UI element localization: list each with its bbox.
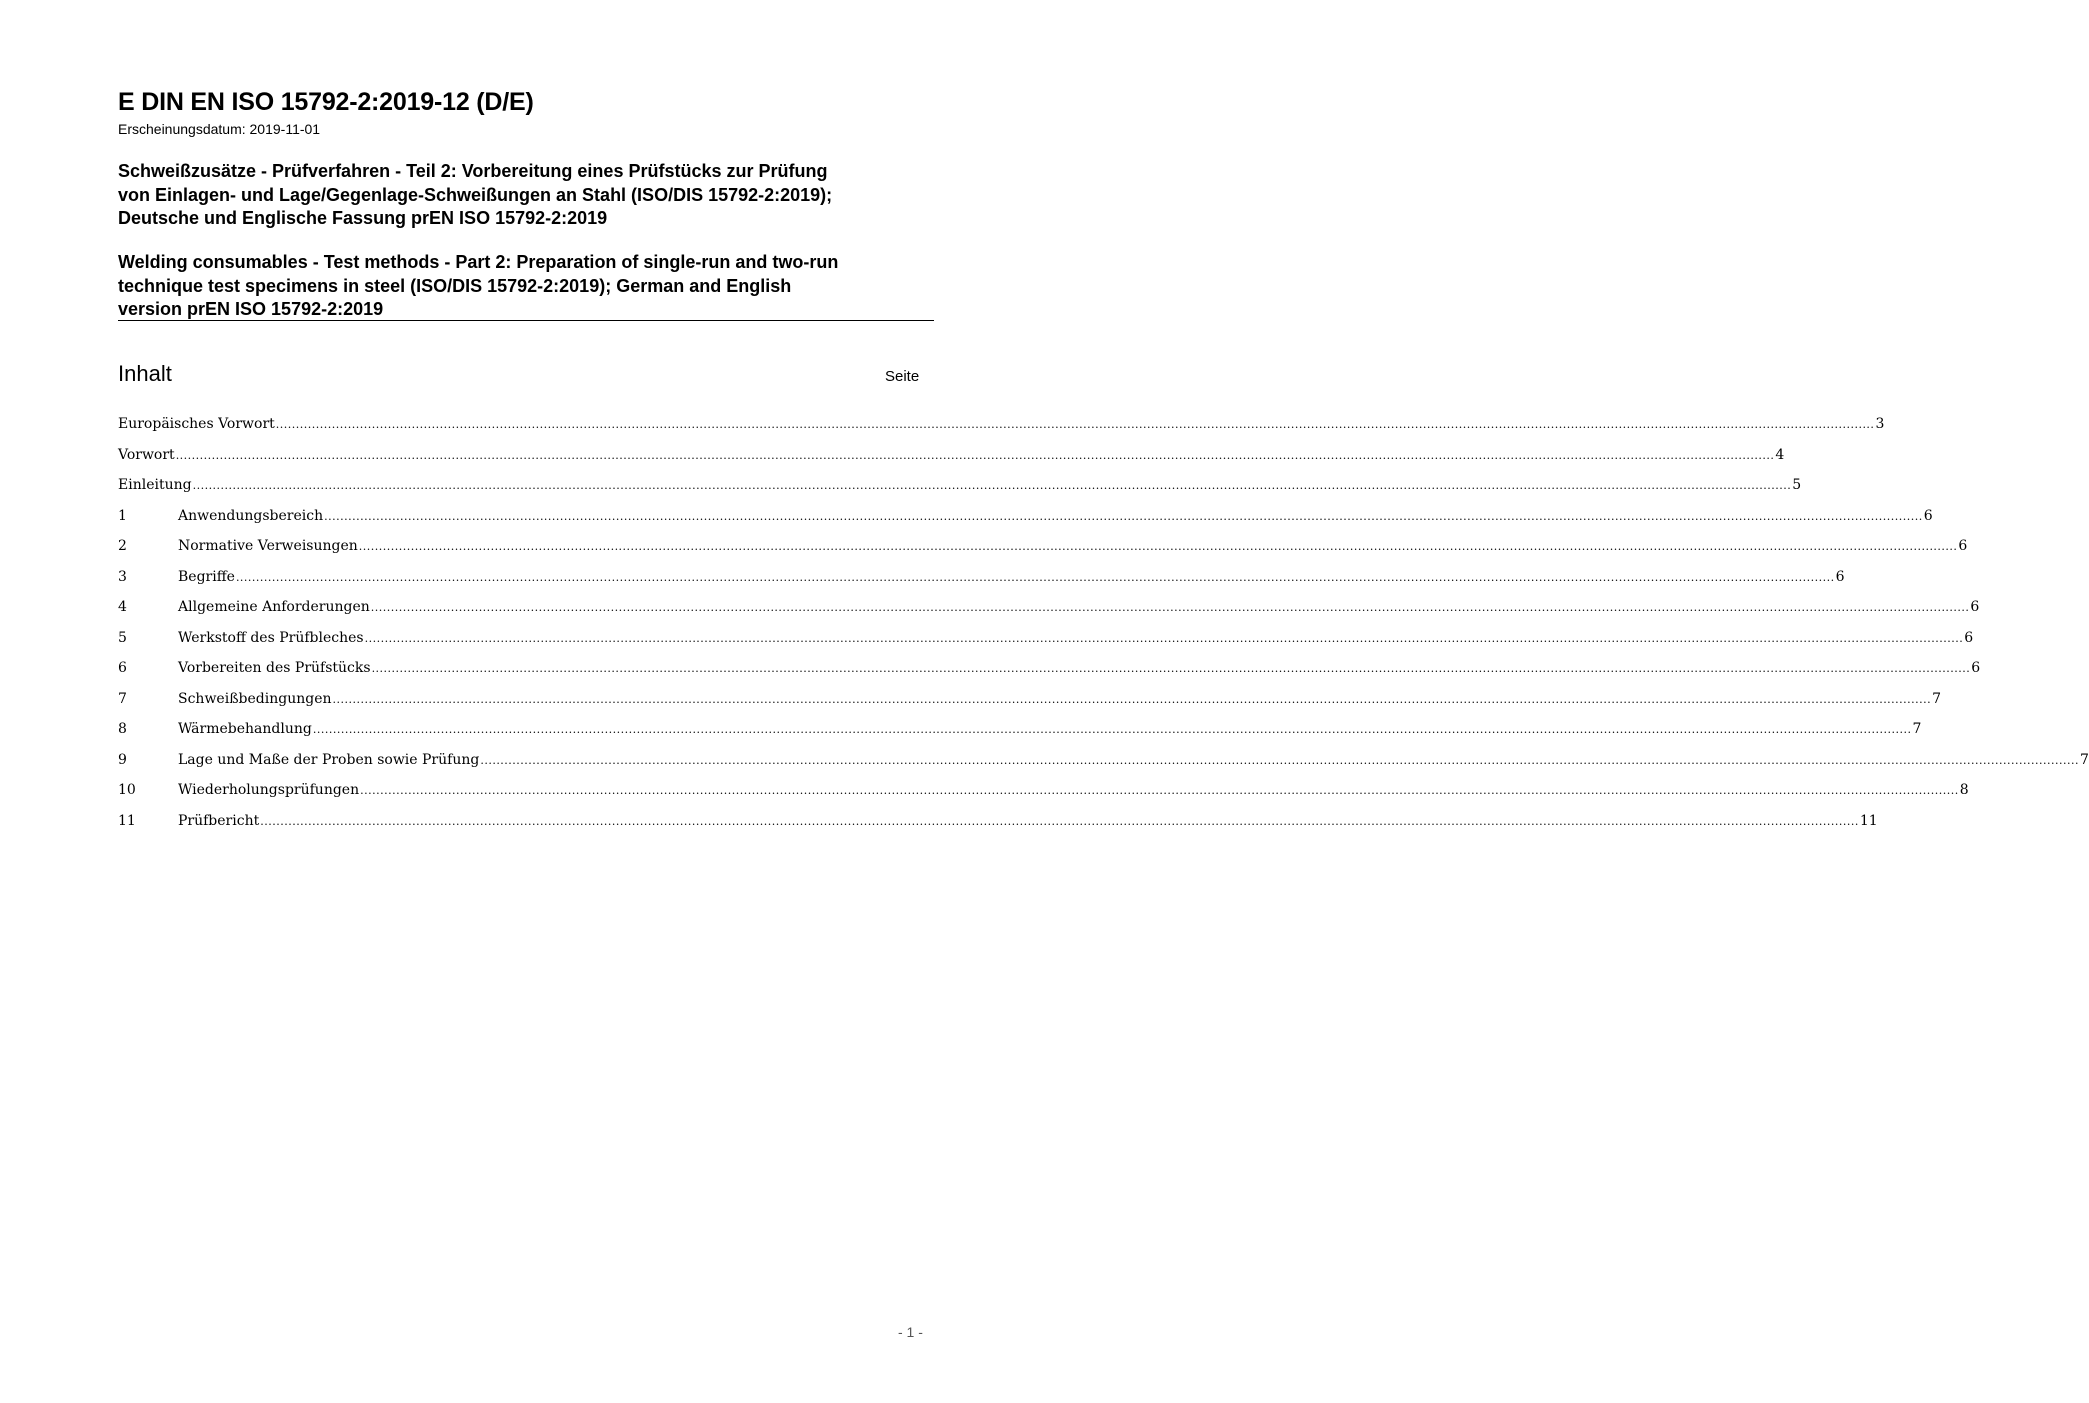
toc-entry-title: Europäisches Vorwort [118, 416, 275, 432]
toc-entry[interactable] [118, 416, 1885, 447]
toc-entry-page: 7 [1912, 721, 1922, 737]
title-german [118, 160, 938, 231]
toc-leader-dots: ................................................................................................................................................................................................................................................................................................................................................................................................................ [332, 692, 1932, 706]
toc-entry[interactable] [118, 751, 2089, 783]
page-number: - 1 - [898, 1324, 923, 1340]
toc-entry-number: 2 [118, 538, 127, 554]
toc-entry-title: Begriffe [178, 568, 235, 585]
title-german-line: Schweißzusätze - Prüfverfahren - Teil 2: Vorbereitung eines Prüfstücks zur Prüfung [118, 161, 828, 181]
toc-entry-page: 6 [1923, 507, 1933, 524]
toc-entry[interactable] [118, 599, 1980, 630]
toc-entry-number: 10 [118, 782, 136, 798]
toc-leader-dots: ................................................................................................................................................................................................................................................................................................................................................................................................................ [371, 662, 1971, 675]
toc-entry[interactable] [118, 660, 1981, 691]
publication-date: Erscheinungsdatum: 2019-11-01 [118, 121, 321, 137]
toc-leader-dots: ................................................................................................................................................................................................................................................................................................................................................................................................................ [260, 814, 1859, 828]
toc-entry-page: 4 [1775, 446, 1785, 463]
title-english-line: Welding consumables - Test methods - Part 2: Preparation of single-run and two-run [118, 252, 839, 272]
toc-entry-page: 6 [1958, 538, 1968, 554]
toc-leader-dots: ................................................................................................................................................................................................................................................................................................................................................................................................................ [275, 418, 1875, 431]
title-german-line: Deutsche und Englische Fassung prEN ISO 15792-2:2019 [118, 208, 608, 228]
toc-entry-title: Allgemeine Anforderungen [178, 599, 370, 615]
toc-entry-number: 11 [118, 812, 136, 829]
toc-entry-number: 9 [118, 751, 127, 768]
toc-leader-dots: ................................................................................................................................................................................................................................................................................................................................................................................................................ [364, 631, 1964, 645]
toc-entry-title: Lage und Maße der Proben sowie Prüfung [178, 751, 480, 768]
toc-entry[interactable] [118, 782, 1969, 813]
toc-entry-page: 7 [1932, 690, 1942, 707]
toc-entry-page: 5 [1792, 477, 1802, 493]
toc-entry[interactable] [118, 538, 1968, 569]
toc-entry-number: 6 [118, 660, 127, 676]
toc-entry[interactable] [118, 629, 1974, 661]
table-of-contents [118, 416, 2089, 843]
toc-entry-title: Wiederholungsprüfungen [178, 782, 360, 798]
toc-entry-page: 3 [1875, 416, 1885, 432]
toc-entry-number: 5 [118, 629, 127, 646]
toc-entry-title: Vorwort [118, 446, 175, 463]
toc-entry[interactable] [118, 690, 1942, 722]
toc-leader-dots: ................................................................................................................................................................................................................................................................................................................................................................................................................ [358, 540, 1958, 553]
toc-entry[interactable] [118, 568, 1845, 600]
title-english-line: version prEN ISO 15792-2:2019 [118, 299, 384, 319]
toc-entry-title: Einleitung [118, 477, 192, 493]
toc-entry-number: 4 [118, 599, 127, 615]
toc-entry-title: Normative Verweisungen [178, 538, 358, 554]
toc-entry-title: Anwendungsbereich [178, 507, 324, 524]
title-english [118, 251, 938, 322]
toc-entry[interactable] [118, 477, 1802, 508]
toc-entry-page: 6 [1970, 599, 1980, 615]
toc-entry[interactable] [118, 812, 1878, 844]
toc-entry-number: 1 [118, 507, 127, 524]
toc-entry-title: Vorbereiten des Prüfstücks [178, 660, 371, 676]
toc-entry-number: 3 [118, 568, 127, 585]
title-english-line: technique test specimens in steel (ISO/DIS 15792-2:2019); German and English [118, 275, 792, 296]
toc-leader-dots: ................................................................................................................................................................................................................................................................................................................................................................................................................ [370, 601, 1970, 614]
toc-entry[interactable] [118, 446, 1785, 478]
title-divider [118, 320, 934, 321]
toc-entry-page: 6 [1971, 660, 1981, 676]
toc-entry-title: Werkstoff des Prüfbleches [178, 629, 364, 646]
toc-leader-dots: ................................................................................................................................................................................................................................................................................................................................................................................................................ [192, 479, 1792, 492]
toc-leader-dots: ................................................................................................................................................................................................................................................................................................................................................................................................................ [312, 723, 1912, 736]
toc-entry-page: 6 [1835, 568, 1845, 585]
toc-entry-title: Wärmebehandlung [178, 721, 312, 737]
toc-entry[interactable] [118, 721, 1922, 752]
toc-page-column-heading: Seite [885, 368, 920, 385]
toc-entry-page: 7 [2079, 751, 2089, 768]
toc-entry-number: 8 [118, 721, 127, 737]
toc-leader-dots: ................................................................................................................................................................................................................................................................................................................................................................................................................ [324, 509, 1923, 523]
toc-leader-dots: ................................................................................................................................................................................................................................................................................................................................................................................................................ [175, 448, 1775, 462]
document-code: E DIN EN ISO 15792-2:2019-12 (D/E) [118, 88, 534, 116]
toc-entry-number: 7 [118, 690, 127, 707]
toc-entry-page: 6 [1964, 629, 1974, 646]
title-german-line: von Einlagen- und Lage/Gegenlage-Schweißungen an Stahl (ISO/DIS 15792-2:2019); [118, 184, 833, 205]
toc-entry-title: Prüfbericht [178, 812, 260, 829]
toc-entry-page: 11 [1859, 812, 1878, 829]
toc-heading: Inhalt [118, 361, 172, 386]
toc-leader-dots: ................................................................................................................................................................................................................................................................................................................................................................................................................ [235, 570, 1835, 584]
toc-entry-title: Schweißbedingungen [178, 690, 332, 707]
toc-leader-dots: ................................................................................................................................................................................................................................................................................................................................................................................................................ [360, 784, 1959, 797]
toc-entry[interactable] [118, 507, 1933, 539]
toc-leader-dots: ................................................................................................................................................................................................................................................................................................................................................................................................................ [480, 753, 2079, 767]
toc-entry-page: 8 [1959, 782, 1969, 798]
